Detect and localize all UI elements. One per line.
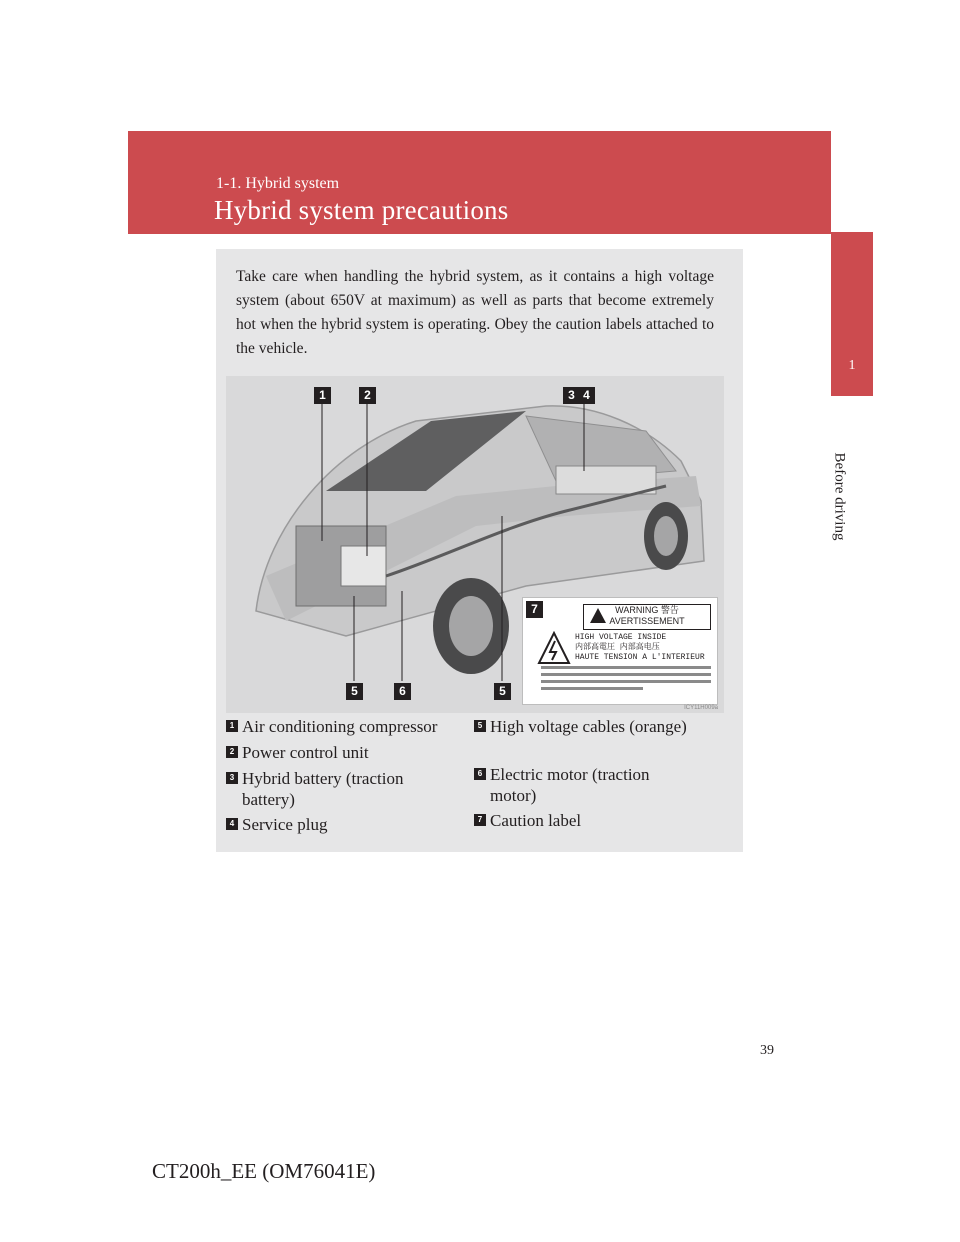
high-voltage-icon [537,631,571,665]
hybrid-system-illustration [226,376,724,713]
legend-text: High voltage cables (orange) [490,717,687,736]
text-bar [541,666,711,669]
hv-line-3: HAUTE TENSION A L'INTERIEUR [575,653,705,662]
callout-6: 6 [394,683,411,700]
callout-5a: 5 [346,683,363,700]
section-label: 1-1. Hybrid system [216,175,340,192]
chapter-tab [831,232,873,396]
legend-marker: 3 [226,772,238,784]
legend-text: Electric motor (traction motor) [490,765,650,805]
figure-legend [226,714,736,844]
high-voltage-text [575,633,711,663]
legend-marker: 2 [226,746,238,758]
figure-code: ICY11H009a [684,705,718,711]
section-header [128,131,831,234]
legend-marker: 4 [226,818,238,830]
legend-text: Caution label [490,811,582,830]
caution-label-inset [522,597,718,705]
content-panel [216,249,743,852]
intro-paragraph: Take care when handling the hybrid system, as it contains a high voltage system (about 650V at maximum) as well as parts that become extremely hot when the hybrid system is operating. Obey the caution labels attached to the vehicle. [236,268,714,357]
chapter-number: 1 [848,358,856,373]
warning-header [583,604,711,630]
text-bar [541,673,711,676]
legend-text: Hybrid battery (traction battery) [242,769,404,809]
warning-text: WARNING 警告 [615,605,679,615]
legend-marker: 1 [226,720,238,732]
legend-text: Power control unit [242,743,369,762]
callout-4: 4 [578,387,595,404]
hv-line-1: HIGH VOLTAGE INSIDE [575,633,667,642]
chapter-label: Before driving [831,452,848,541]
text-bar [541,687,643,690]
callout-7: 7 [526,601,543,618]
callout-2: 2 [359,387,376,404]
page-number: 39 [760,1043,774,1058]
document-footer: CT200h_EE (OM76041E) [152,1159,376,1183]
avertissement-text: AVERTISSEMENT [609,616,685,626]
label-text-bars [541,666,711,694]
legend-text: Air conditioning compressor [242,717,438,736]
legend-marker: 5 [474,720,486,732]
legend-marker: 7 [474,814,486,826]
legend-marker: 6 [474,768,486,780]
callout-5b: 5 [494,683,511,700]
callout-3: 3 [563,387,580,404]
legend-text: Service plug [242,815,328,834]
callout-1: 1 [314,387,331,404]
hv-line-2: 内部高電圧 内部高电压 [575,643,660,652]
text-bar [541,680,711,683]
page-title: Hybrid system precautions [214,195,509,225]
